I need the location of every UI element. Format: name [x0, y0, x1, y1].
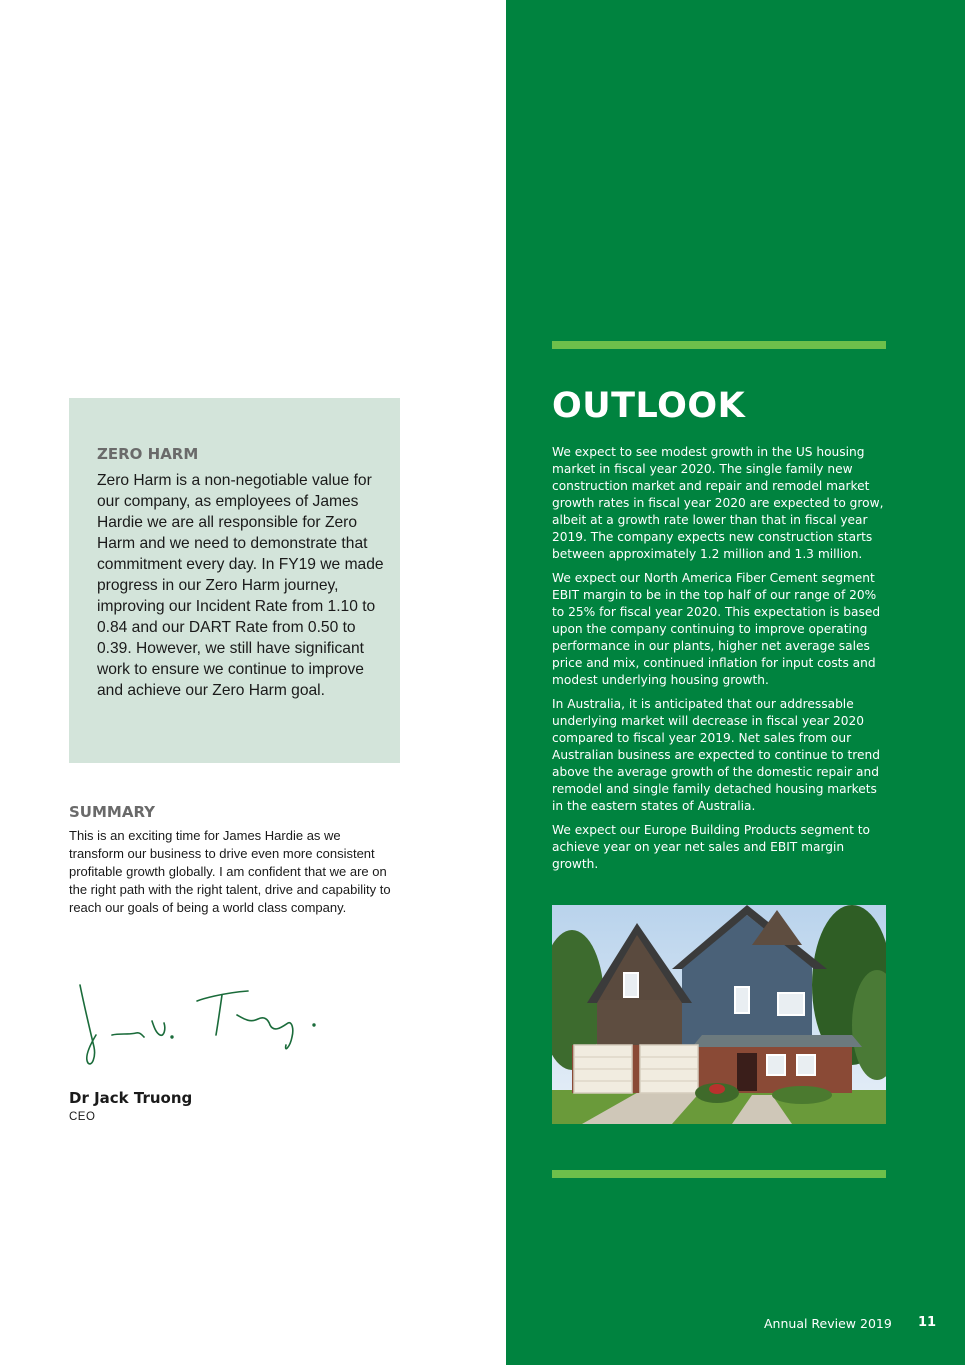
signer-role: CEO — [69, 1111, 96, 1123]
outlook-paragraph: In Australia, it is anticipated that our addressable underlying market will decrease in fiscal year 2020 compared to fiscal year 2019. Net sales from our Australian business are expected to continue to trend above the average growth of the domestic repair and remodel and single family detached housing markets in the eastern states of Australia. — [552, 697, 880, 813]
outlook-paragraph: We expect our North America Fiber Cement segment EBIT margin to be in the top half of our range of 20% to 25% for fiscal year 2020. This expectation is based upon the company continuing to improve operating performance in our plants, higher net average sales price and mix, continued inflation for input costs and modest underlying housing growth. — [552, 571, 881, 687]
footer-report-label: Annual Review 2019 — [764, 1316, 892, 1331]
summary-body: This is an exciting time for James Hardie as we transform our business to drive even more consistent profitable growth globally. I am confident that we are on the right path with the right talent, drive and capability to reach our goals of being a world class company. — [69, 828, 391, 915]
zero-harm-body: Zero Harm is a non-negotiable value for our company, as employees of James Hardie we are all responsible for Zero Harm and we need to demonstrate that commitment every day. In FY19 we made progress in our Zero Harm journey, improving our Incident Rate from 1.10 to 0.84 and our DART Rate from 0.50 to 0.39. However, we still have significant work to ensure we continue to improve and achieve our Zero Harm goal. — [97, 472, 384, 699]
outlook-title: OUTLOOK — [552, 386, 746, 426]
accent-bar-bottom — [552, 1170, 886, 1178]
outlook-body — [552, 444, 888, 880]
signature-icon — [72, 975, 322, 1080]
accent-bar-top — [552, 341, 886, 349]
signer-name: Dr Jack Truong — [69, 1089, 193, 1107]
summary-heading: SUMMARY — [69, 803, 156, 821]
outlook-paragraph: We expect our Europe Building Products segment to achieve year on year net sales and EBIT margin growth. — [552, 823, 870, 871]
zero-harm-heading: ZERO HARM — [97, 445, 199, 463]
house-photo — [552, 905, 886, 1124]
outlook-paragraph: We expect to see modest growth in the US housing market in fiscal year 2020. The single family new construction market and repair and remodel market growth rates in fiscal year 2020 are expected to grow, albeit at a growth rate lower than that in fiscal year 2019. The company expects new construction starts between approximately 1.2 million and 1.3 million. — [552, 445, 884, 561]
page-number: 11 — [918, 1315, 937, 1330]
